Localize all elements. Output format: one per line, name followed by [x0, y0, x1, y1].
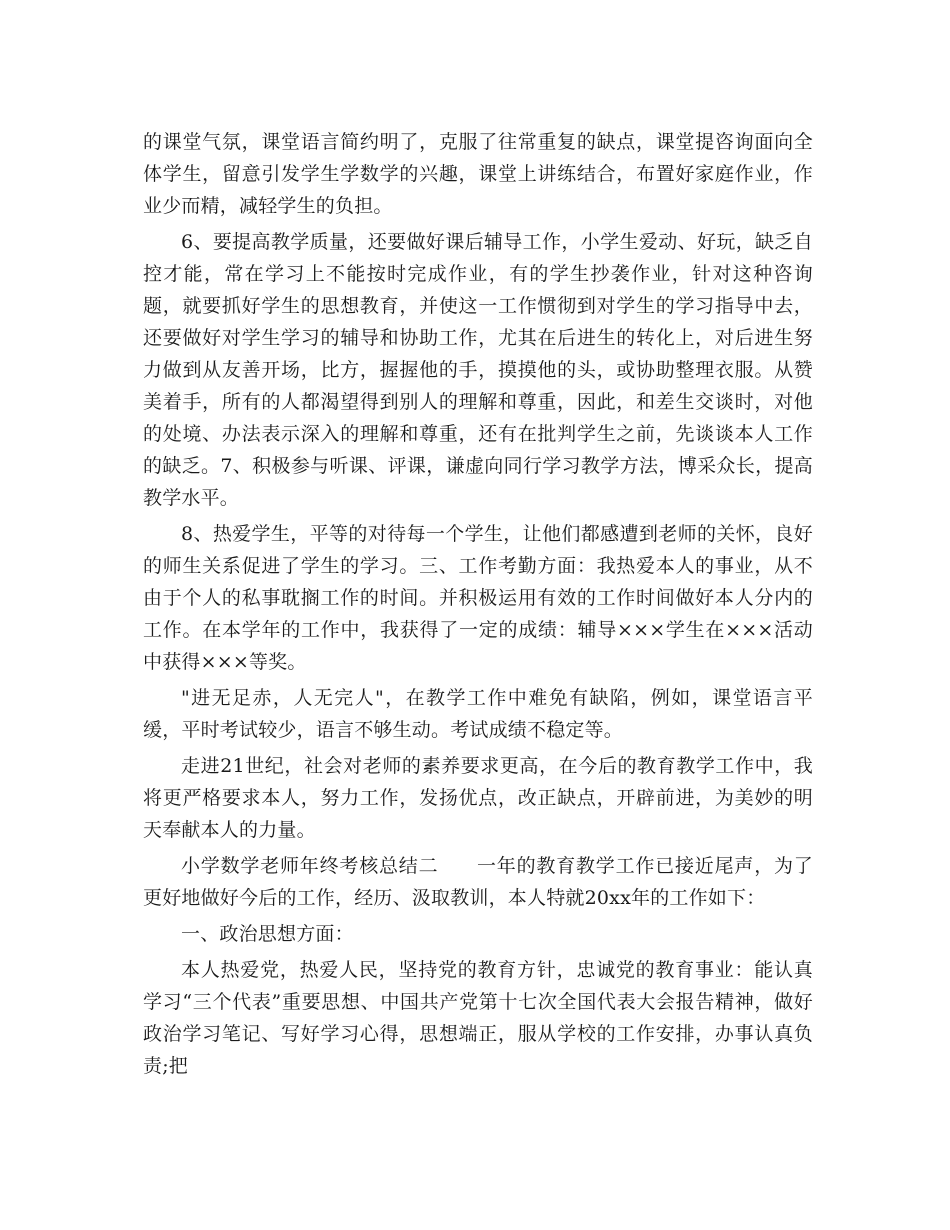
paragraph-summary-two	[143, 850, 813, 914]
section-intro: 一年的教育教学工作已接近尾声，为了更好地做好今后的工作，经历、汲取教训，本人特就20xx年的工作如下：	[143, 855, 813, 909]
section-title: 小学数学老师年终考核总结二	[181, 855, 439, 877]
heading-political-thought: 一、政治思想方面：	[181, 923, 354, 945]
paragraph-continuation: 的课堂气氛，课堂语言简约明了，克服了往常重复的缺点，课堂提咨询面向全体学生，留意引发学生学数学的兴趣，课堂上讲练结合，布置好家庭作业，作业少而精，减轻学生的负担。	[143, 131, 813, 217]
paragraph-political-thought: 本人热爱党，热爱人民，坚持党的教育方针，忠诚党的教育事业：能认真学习“三个代表”重要思想、中国共产党第十七次全国代表大会报告精神，做好政治学习笔记、写好学习心得，思想端正，服从学校的工作安排，办事认真负责;把	[143, 959, 813, 1077]
document-body	[143, 126, 813, 1082]
paragraph-shortcomings: "进无足赤，人无完人"，在教学工作中难免有缺陷，例如，课堂语言平缓，平时考试较少，语言不够生动。考试成绩不稳定等。	[143, 687, 813, 741]
paragraph-21st-century: 走进21世纪，社会对老师的素养要求更高，在今后的教育教学工作中，我将更严格要求本人，努力工作，发扬优点，改正缺点，开辟前进，为美妙的明天奉献本人的力量。	[143, 755, 813, 841]
paragraph-love-students: 8、热爱学生，平等的对待每一个学生，让他们都感遭到老师的关怀，良好的师生关系促进了学生的学习。三、工作考勤方面：我热爱本人的事业，从不由于个人的私事耽搁工作的时间。并积极运用有效的工作时间做好本人分内的工作。在本学年的工作中，我获得了一定的成绩：辅导×××学生在×××活动中获得×××等奖。	[143, 523, 813, 673]
paragraph-tutoring: 6、要提高教学质量，还要做好课后辅导工作，小学生爱动、好玩，缺乏自控才能，常在学习上不能按时完成作业，有的学生抄袭作业，针对这种咨询题，就要抓好学生的思想教育，并使这一工作惯彻到对学生的学习指导中去，还要做好对学生学习的辅导和协助工作，尤其在后进生的转化上，对后进生努力做到从友善开场，比方，握握他的手，摸摸他的头，或协助整理衣服。从赞美着手，所有的人都渴望得到别人的理解和尊重，因此，和差生交谈时，对他的处境、办法表示深入的理解和尊重，还有在批判学生之前，先谈谈本人工作的缺乏。7、积极参与听课、评课，谦虚向同行学习教学方法，博采众长，提高教学水平。	[143, 231, 813, 509]
